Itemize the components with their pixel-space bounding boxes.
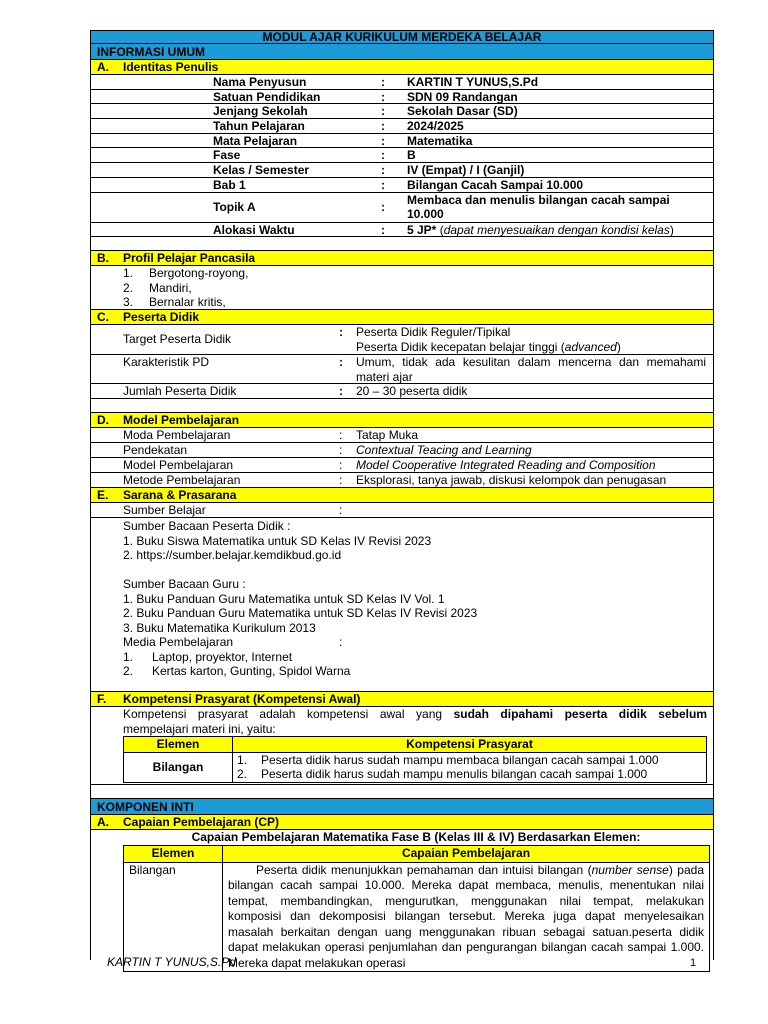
section-label: Model Pembelajaran [123, 413, 240, 428]
list-number: 2. [237, 767, 248, 782]
section-letter: C. [97, 310, 109, 325]
list-item [123, 664, 703, 679]
target-line: Peserta Didik Reguler/Tipikal [356, 325, 511, 340]
cp-heading: Capaian Pembelajaran Matematika Fase B (Kelas III & IV) Berdasarkan Elemen: [191, 830, 641, 845]
jumlah-label: Jumlah Peserta Didik [123, 384, 237, 399]
karakteristik-value: Umum, tidak ada kesulitan dalam mencerna dan memahami materi ajar [356, 355, 706, 384]
cp-table [123, 845, 710, 972]
list-text: Mandiri, [149, 280, 192, 295]
identitas-value: IV (Empat) / I (Ganjil) [407, 163, 525, 178]
section-d-model [90, 413, 714, 428]
model-row [90, 443, 714, 458]
identitas-label: Tahun Pelajaran [213, 119, 305, 134]
model-value: Tatap Muka [356, 428, 419, 443]
list-number: 1. [237, 752, 248, 767]
list-text: Bernalar kritis, [149, 295, 226, 310]
section-komponen-inti [90, 799, 714, 815]
identitas-value: 2024/2025 [407, 119, 464, 134]
colon: : [339, 503, 343, 518]
list-item [237, 753, 702, 768]
sumber-belajar-label: Sumber Belajar [123, 503, 206, 518]
model-label: Pendekatan [123, 443, 188, 458]
model-value: Contextual Teacing and Learning [356, 443, 532, 458]
media-row [123, 635, 703, 650]
text-bold: sudah dipahami peserta didik sebelum [453, 707, 707, 722]
section-a-identitas [90, 60, 714, 75]
colon: : [381, 104, 385, 119]
section-label: Kompetensi Prasyarat (Kompetensi Awal) [123, 692, 361, 707]
identitas-label: Mata Pelajaran [213, 133, 298, 148]
section-a-cp [90, 815, 714, 830]
section-label: Capaian Pembelajaran (CP) [123, 815, 280, 830]
identitas-label: Bab 1 [213, 177, 246, 192]
colon: : [339, 473, 343, 488]
list-text: Bergotong-royong, [149, 266, 249, 281]
komponen-inti-label: KOMPONEN INTI [97, 799, 194, 814]
colon: : [381, 163, 385, 178]
sumber-belajar-row [90, 503, 714, 518]
identitas-row [90, 104, 714, 119]
text-part: ) [616, 339, 621, 354]
target-line [356, 340, 708, 355]
elemen-cell: Bilangan [124, 752, 233, 782]
colon: : [381, 199, 385, 214]
alokasi-jp: 5 JP* [407, 222, 437, 237]
list-number: 3. [123, 295, 134, 310]
model-row [90, 458, 714, 473]
capaian-text [223, 862, 710, 972]
list-item [123, 295, 248, 310]
section-label: Sarana & Prasarana [123, 488, 237, 503]
text-part: Kompetensi prasyarat adalah kompetensi awal yang [123, 707, 454, 722]
identitas-label: Jenjang Sekolah [213, 104, 308, 119]
title-text: MODUL AJAR KURIKULUM MERDEKA BELAJAR [262, 30, 542, 44]
model-row [90, 473, 714, 488]
list-item: 1. Buku Panduan Guru Matematika untuk SD Kelas IV Vol. 1 [123, 591, 445, 606]
model-row [90, 428, 714, 443]
section-letter: B. [97, 251, 109, 266]
spacer-row [90, 399, 714, 413]
colon: : [339, 384, 343, 399]
list-text: Peserta didik harus sudah mampu membaca bilangan cacah sampai 1.000 [261, 752, 659, 767]
list-number: 1. [123, 266, 134, 281]
identitas-value: Matematika [407, 133, 473, 148]
identitas-value: Sekolah Dasar (SD) [407, 104, 518, 119]
model-label: Metode Pembelajaran [123, 473, 241, 488]
sumber-bacaan-cell [90, 518, 714, 692]
list-item: 3. Buku Matematika Kurikulum 2013 [123, 620, 316, 635]
section-f-kompetensi [90, 692, 714, 707]
identitas-value: KARTIN T YUNUS,S.Pd [407, 75, 539, 89]
list-item: 1. Buku Siswa Matematika untuk SD Kelas IV Revisi 2023 [123, 533, 432, 548]
kompetensi-intro-line2: mempelajari materi ini, yaitu: [123, 722, 276, 737]
section-informasi-umum [90, 44, 714, 60]
table-header-row [124, 846, 710, 863]
target-label: Target Peserta Didik [123, 332, 232, 347]
karakteristik-label: Karakteristik PD [123, 355, 210, 370]
page-number: 1 [690, 957, 697, 969]
section-letter: D. [97, 413, 109, 428]
list-item [123, 266, 248, 281]
list-item: 2. Buku Panduan Guru Matematika untuk SD Kelas IV Revisi 2023 [123, 606, 478, 621]
karakteristik-row [90, 355, 714, 384]
kompetensi-intro [123, 707, 707, 722]
list-text: Kertas karton, Gunting, Spidol Warna [152, 664, 351, 679]
alokasi-note: dapat menyesuaikan dengan kondisi kelas [443, 222, 670, 237]
kompetensi-table [123, 736, 707, 783]
identitas-row [90, 119, 714, 134]
list-number: 2. [123, 664, 134, 679]
elemen-cell: Bilangan [124, 862, 223, 972]
model-value: Model Cooperative Integrated Reading and Composition [356, 458, 656, 473]
list-item: 2. https://sumber.belajar.kemdikbud.go.id [123, 548, 342, 563]
list-item [123, 281, 248, 296]
text-part: Peserta Didik kecepatan belajar tinggi ( [356, 339, 565, 354]
colon: : [339, 428, 343, 443]
identitas-value: B [407, 148, 416, 163]
kompetensi-cell [90, 707, 714, 785]
colon: : [381, 75, 385, 89]
identitas-value: 5 JP* (dapat menyesuaikan dengan kondisi kelas) [407, 222, 674, 237]
list-number: 2. [123, 280, 134, 295]
identitas-label: Kelas / Semester [213, 163, 310, 178]
colon: : [381, 222, 385, 237]
text-italic: number sense [591, 862, 669, 877]
colon: : [339, 458, 343, 473]
text-part: Peserta didik menunjukkan pemahaman dan intuisi bilangan ( [256, 862, 592, 877]
table-row [124, 752, 707, 782]
identitas-label: Fase [213, 148, 241, 163]
colon: : [381, 89, 385, 104]
header-elemen: Elemen [124, 846, 223, 863]
identitas-row [90, 223, 714, 238]
identitas-label: Alokasi Waktu [213, 222, 295, 237]
section-e-sarana [90, 488, 714, 503]
jumlah-row [90, 384, 714, 399]
list-number: 1. [123, 649, 134, 664]
target-value [356, 325, 708, 354]
list-item [123, 650, 703, 665]
identitas-label: Nama Penyusun [213, 75, 307, 89]
spacer-row [90, 785, 714, 799]
document [90, 30, 714, 970]
bacaan-siswa-heading: Sumber Bacaan Peserta Didik : [123, 519, 291, 534]
section-label: Profil Pelajar Pancasila [123, 251, 256, 266]
list-text: Laptop, proyektor, Internet [152, 649, 293, 664]
colon: : [339, 443, 343, 458]
identitas-row [90, 90, 714, 105]
informasi-umum-label: INFORMASI UMUM [97, 44, 205, 59]
colon: : [339, 325, 343, 340]
text-italic: advanced [564, 339, 617, 354]
header-elemen: Elemen [124, 737, 233, 753]
model-value: Eksplorasi, tanya jawab, diskusi kelompok dan penugasan [356, 473, 667, 488]
profil-list [90, 266, 714, 310]
section-letter: E. [97, 488, 109, 503]
model-label: Moda Pembelajaran [123, 428, 231, 443]
media-label: Media Pembelajaran [123, 635, 234, 650]
header-capaian: Capaian Pembelajaran [223, 846, 710, 863]
text-part: ) pada bilangan cacah sampai 10.000. Mereka dapat membaca, menulis, menentukan nilai tempat, membandingkan, mengurutkan, menggunakan nilai tempat, melakukan komposisi dan dekomposisi bilangan tersebut. Mereka juga dapat menyelesaikan masalah berkaitan dengan uang menggunakan ribuan sebagai satuan.peserta didik dapat melakukan operasi penjumlahan dan pengurangan bilangan cacah sampai 1.000. Mereka dapat melakukan operasi [228, 862, 704, 970]
identitas-row [90, 134, 714, 149]
identitas-label: Topik A [213, 199, 256, 214]
colon: : [381, 119, 385, 134]
section-letter: A. [97, 60, 109, 74]
section-c-peserta [90, 310, 714, 325]
colon: : [381, 148, 385, 163]
jumlah-value: 20 – 30 peserta didik [356, 384, 468, 399]
list-text: Peserta didik harus sudah mampu menulis bilangan cacah sampai 1.000 [261, 767, 648, 782]
colon: : [381, 133, 385, 148]
spacer-row [90, 237, 714, 251]
section-letter: A. [97, 815, 109, 830]
colon: : [339, 355, 343, 370]
identitas-label: Satuan Pendidikan [213, 89, 321, 104]
identitas-row [90, 193, 714, 223]
list-item [237, 767, 702, 782]
header-kompetensi: Kompetensi Prasyarat [233, 737, 707, 753]
section-b-profil [90, 251, 714, 266]
identitas-row [90, 178, 714, 193]
model-label: Model Pembelajaran [123, 458, 234, 473]
target-peserta-row [90, 325, 714, 355]
identitas-row [90, 75, 714, 90]
section-letter: F. [97, 692, 107, 707]
identitas-value: Membaca dan menulis bilangan cacah sampai 10.000 [407, 192, 670, 221]
identitas-value: SDN 09 Randangan [407, 89, 518, 104]
identitas-row [90, 163, 714, 178]
document-title [90, 30, 714, 44]
identitas-value: Bilangan Cacah Sampai 10.000 [407, 177, 584, 192]
bacaan-guru-heading: Sumber Bacaan Guru : [123, 577, 246, 592]
section-label: Identitas Penulis [123, 60, 219, 74]
identitas-row [90, 148, 714, 163]
table-header-row [124, 737, 707, 753]
identitas-table [90, 75, 714, 237]
colon: : [381, 177, 385, 192]
kompetensi-items [233, 752, 707, 782]
colon: : [339, 635, 343, 650]
footer-author: KARTIN T YUNUS,S.Pd [107, 955, 236, 969]
section-label: Peserta Didik [123, 310, 200, 325]
